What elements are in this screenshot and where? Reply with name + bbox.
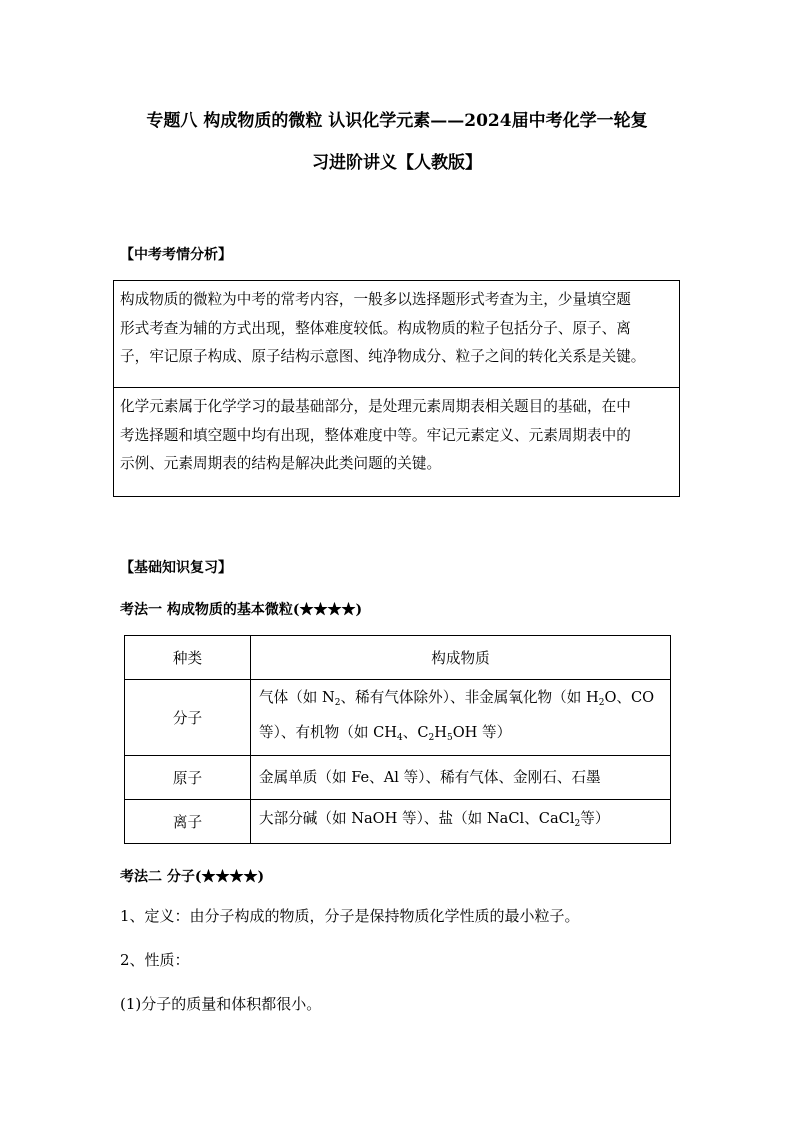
row-substance-atom: 金属单质（如 Fe、Al 等）、稀有气体、金刚石、石墨 [251,756,671,800]
document-title-line-2: 习进阶讲义【人教版】 [312,153,482,173]
header-kind: 种类 [125,636,251,680]
analysis-heading: 【中考考情分析】 [120,247,232,263]
analysis-line: 构成物质的微粒为中考的常考内容，一般多以选择题形式考查为主，少量填空题 [120,291,631,308]
row-kind-ion: 离子 [125,800,251,844]
row-substance-ion: 大部分碱（如 NaOH 等）、盐（如 NaCl、CaCl$_2$等） [251,800,671,844]
table-row [125,800,671,844]
definition-item: 1、定义：由分子构成的物质，分子是保持物质化学性质的最小粒子。 [120,907,580,925]
analysis-divider [114,387,679,388]
review-heading: 【基础知识复习】 [120,560,232,576]
molecule-line-1: 气体（如 $N_2$、稀有气体除外）、非金属氧化物（如 $H_2O$、CO [259,688,655,708]
analysis-line: 考选择题和填空题中均有出现，整体难度中等。牢记元素定义、元素周期表中的 [120,426,631,444]
table-header-row [125,636,671,680]
analysis-line: 化学元素属于化学学习的最基础部分，是处理元素周期表相关题目的基础，在中 [120,398,631,415]
analysis-line: 示例、元素周期表的结构是解决此类问题的关键。 [120,455,442,472]
method-1-heading: 考法一 构成物质的基本微粒(★★★★) [120,602,363,618]
document-title-line-1: 专题八 构成物质的微粒 认识化学元素——2024届中考化学一轮复 [146,111,648,131]
property-sub-item: (1)分子的质量和体积都很小。 [120,995,322,1013]
property-item: 2、性质： [120,951,190,969]
analysis-line: 形式考查为辅的方式出现，整体难度较低。构成物质的粒子包括分子、原子、离 [120,319,631,337]
analysis-line: 子，牢记原子构成、原子结构示意图、纯净物成分、粒子之间的转化关系是关键。 [120,348,646,365]
row-kind-atom: 原子 [125,756,251,800]
method-2-heading: 考法二 分子(★★★★) [120,869,265,885]
row-kind-molecule: 分子 [125,680,251,756]
analysis-box [113,280,680,497]
molecule-line-2: 等）、有机物（如 $CH_4$、$C_2H_5OH$ 等） [259,723,512,743]
table-row [125,680,671,756]
row-substance-molecule [251,680,671,756]
header-substance: 构成物质 [251,636,671,680]
particles-table [124,635,671,844]
analysis-cell-particles [114,286,679,372]
analysis-cell-elements [114,393,679,479]
table-row [125,756,671,800]
